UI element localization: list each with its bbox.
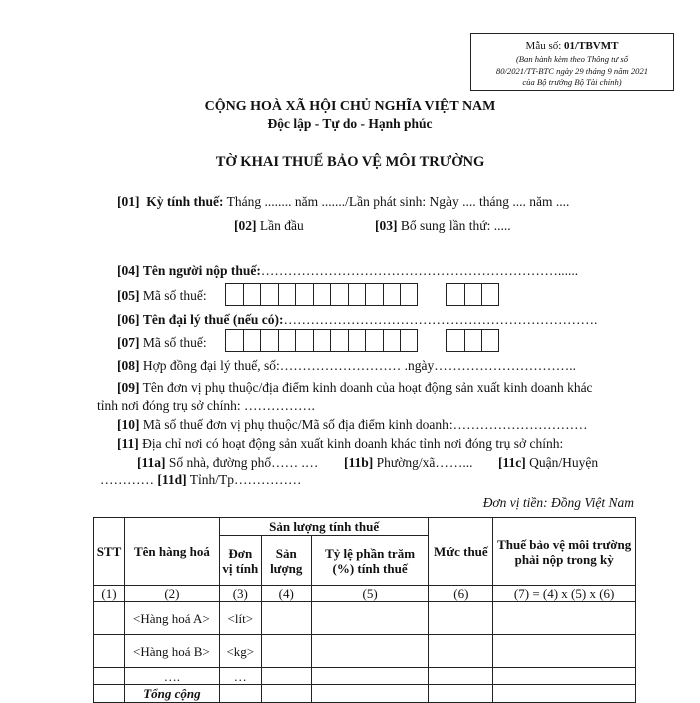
field-07-agent-tax-code-boxes[interactable] bbox=[225, 329, 418, 352]
field-03-supplement[interactable]: [03] Bổ sung lần thứ: ..... bbox=[375, 218, 511, 233]
header-tax-rate: Mức thuế bbox=[429, 518, 493, 586]
form-legal-note: (Ban hành kèm theo Thông tư số 80/2021/TT-BTC ngày 29 tháng 9 năm 2021 của Bộ trưởng Bộ Tài chính) bbox=[495, 54, 649, 87]
field-11-business-address: [11] Địa chỉ nơi có hoạt động sản xuất kinh doanh khác tỉnh nơi đóng trụ sở chính: bbox=[117, 436, 564, 451]
field-11d-province[interactable]: ………… [11d] Tỉnh/Tp…………… bbox=[100, 472, 302, 487]
field-07-agent-branch-code-boxes[interactable] bbox=[446, 329, 499, 352]
field-02-first-time[interactable]: [02] Lần đầu bbox=[234, 218, 304, 233]
table-total-row: Tổng cộng bbox=[94, 685, 636, 703]
field-10-dependent-tax-code[interactable]: [10] Mã số thuế đơn vị phụ thuộc/Mã số địa điểm kinh doanh:………………………… bbox=[117, 417, 588, 432]
header-quantity: Sản lượng bbox=[261, 536, 311, 586]
field-04-taxpayer-name[interactable]: [04] Tên người nộp thuế:…………………………………………………………...... bbox=[117, 263, 579, 278]
currency-unit: Đơn vị tiền: Đồng Việt Nam bbox=[482, 495, 634, 510]
table-row[interactable]: <Hàng hoá A> <lít> bbox=[94, 602, 636, 635]
field-09-dependent-unit[interactable]: [09] Tên đơn vị phụ thuộc/địa điểm kinh doanh của hoạt động sản xuất kinh doanh khác bbox=[117, 380, 593, 395]
field-11b-ward[interactable]: [11b] Phường/xã……... bbox=[344, 455, 473, 470]
field-05-branch-code-boxes[interactable] bbox=[446, 283, 499, 306]
header-unit: Đơn vị tính bbox=[219, 536, 261, 586]
field-05-tax-code-boxes[interactable] bbox=[225, 283, 418, 306]
field-01-tax-period[interactable]: [01] Kỳ tính thuế: Tháng ........ năm ......./Lần phát sinh: Ngày .... tháng .... năm .... bbox=[117, 194, 570, 209]
header-taxable-quantity: Sản lượng tính thuế bbox=[219, 518, 429, 536]
table-index-row: (1) (2) (3) (4) (5) (6) (7) = (4) x (5) x (6) bbox=[94, 586, 636, 602]
field-07-agent-tax-code-label: [07] Mã số thuế: bbox=[117, 335, 207, 350]
table-row[interactable]: …. … bbox=[94, 668, 636, 685]
form-code-box bbox=[470, 33, 674, 91]
table-row[interactable]: <Hàng hoá B> <kg> bbox=[94, 635, 636, 668]
document-title: TỜ KHAI THUẾ BẢO VỆ MÔI TRƯỜNG bbox=[215, 154, 485, 170]
field-08-agent-contract[interactable]: [08] Hợp đồng đại lý thuế, số:……………………… .ngày………………………….. bbox=[117, 358, 576, 373]
header-ratio: Tỷ lệ phần trăm (%) tính thuế bbox=[311, 536, 429, 586]
field-11c-district[interactable]: [11c] Quận/Huyện bbox=[498, 455, 599, 470]
nation-heading: CỘNG HOÀ XÃ HỘI CHỦ NGHĨA VIỆT NAM bbox=[204, 99, 496, 114]
form-code: Mẫu số: 01/TBVMT bbox=[525, 40, 619, 52]
field-05-tax-code-label: [05] Mã số thuế: bbox=[117, 288, 207, 303]
field-06-agent-name[interactable]: [06] Tên đại lý thuế (nếu có):……………………………………………………………. bbox=[117, 312, 598, 327]
header-stt: STT bbox=[94, 518, 125, 586]
field-11a-street[interactable]: [11a] Số nhà, đường phố…… .… bbox=[137, 455, 319, 470]
header-goods-name: Tên hàng hoá bbox=[124, 518, 219, 586]
motto-heading: Độc lập - Tự do - Hạnh phúc bbox=[267, 116, 433, 131]
tax-declaration-table bbox=[93, 517, 636, 703]
header-tax-payable: Thuế bảo vệ môi trường phải nộp trong kỳ bbox=[493, 518, 636, 586]
field-09-line-2: tỉnh nơi đóng trụ sở chính: ……………. bbox=[97, 398, 315, 413]
